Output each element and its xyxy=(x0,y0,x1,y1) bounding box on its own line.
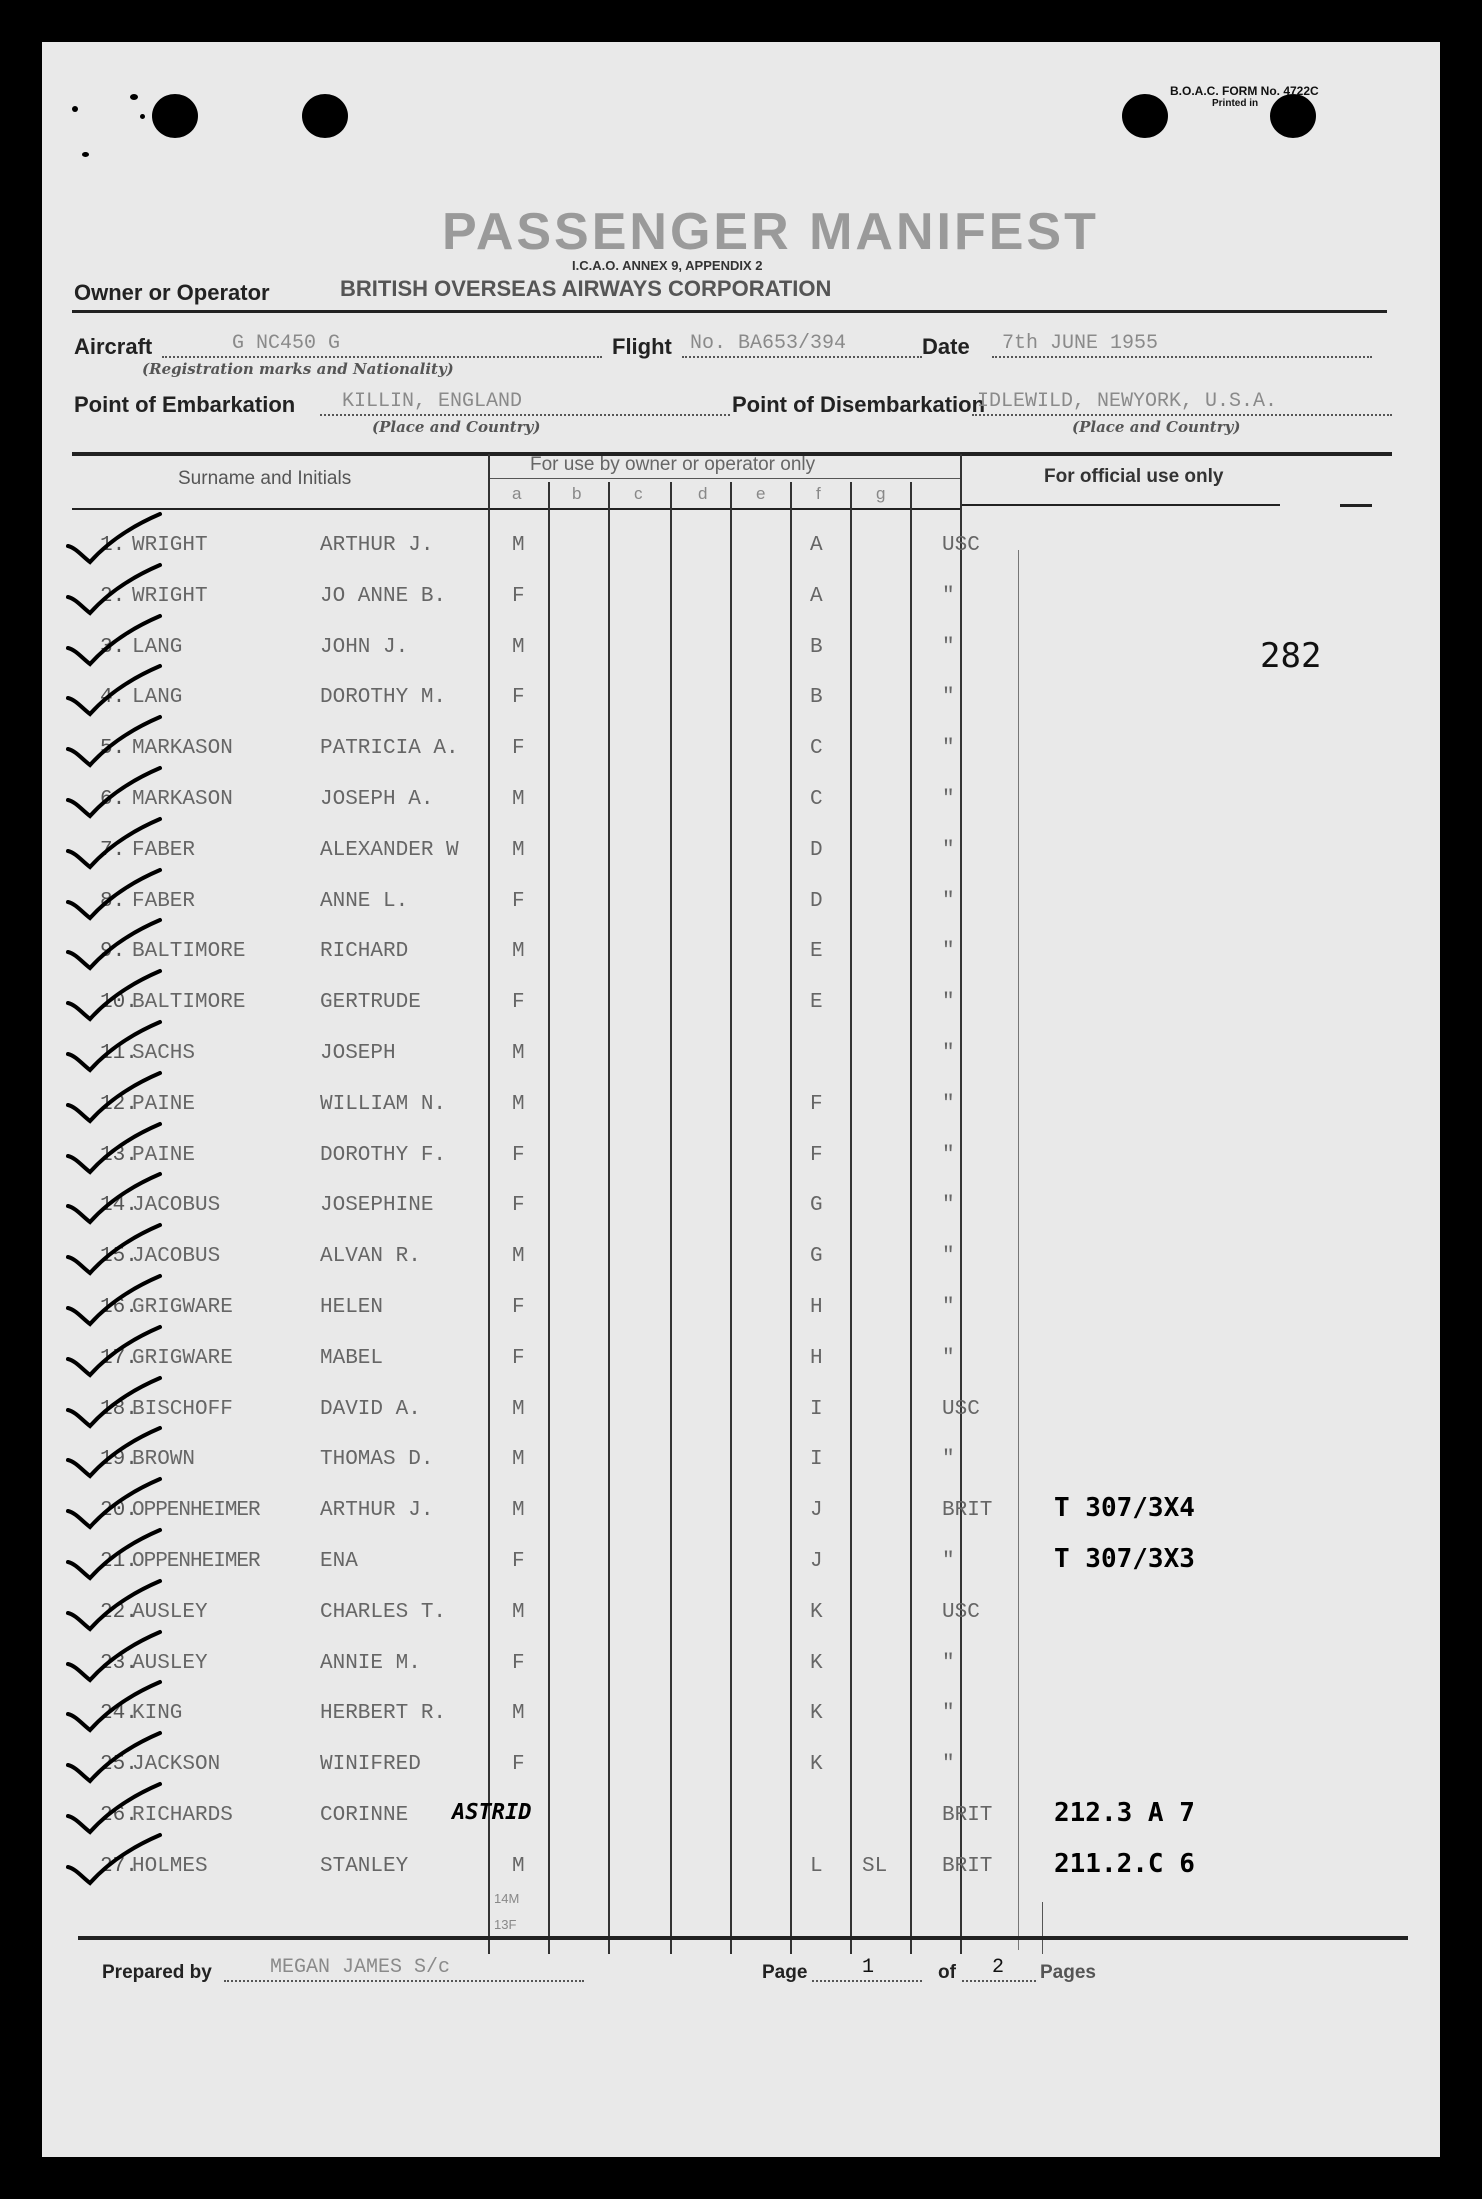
sex: M xyxy=(512,1397,525,1421)
seat-letter: B xyxy=(810,686,823,710)
embarkation-caption: (Place and Country) xyxy=(372,418,541,436)
row-number: 25. xyxy=(100,1753,138,1777)
aircraft-dotline xyxy=(162,356,602,358)
row-number: 5. xyxy=(100,737,126,761)
sex: F xyxy=(512,889,525,913)
sex: M xyxy=(512,1600,525,1624)
given-names: ANNE L. xyxy=(320,889,409,913)
surname: JACOBUS xyxy=(132,1245,221,1269)
col-letter-c: c xyxy=(634,484,643,503)
printed-in: Printed in xyxy=(1212,98,1259,109)
nationality: " xyxy=(942,686,955,710)
given-names: DAVID A. xyxy=(320,1397,421,1421)
disembarkation-label: Point of Disembarkation xyxy=(732,392,986,417)
pages-label: Pages xyxy=(1040,1962,1096,1983)
table-row xyxy=(42,1194,1440,1234)
seat-letter: I xyxy=(810,1448,823,1472)
surname: RICHARDS xyxy=(132,1804,233,1827)
disembarkation-value: IDLEWILD, NEWYORK, U.S.A. xyxy=(977,390,1278,413)
col-g: SL xyxy=(862,1854,888,1878)
nationality: " xyxy=(942,584,955,608)
row-number: 3. xyxy=(100,635,126,659)
row-number: 23. xyxy=(100,1651,138,1675)
row-number: 13. xyxy=(100,1143,138,1167)
prepared-by-dotline xyxy=(224,1980,584,1982)
sex: M xyxy=(512,788,525,811)
surname: BALTIMORE xyxy=(132,991,246,1015)
row-number: 27. xyxy=(100,1854,138,1878)
row-number: 7. xyxy=(100,838,126,862)
table-row xyxy=(42,839,1440,879)
punch-hole-left-1 xyxy=(152,94,198,138)
row-number: 21. xyxy=(100,1550,138,1573)
table-row xyxy=(42,991,1440,1031)
col-letter-e: e xyxy=(756,484,766,503)
name-header: Surname and Initials xyxy=(178,468,352,489)
punch-hole-left-2 xyxy=(302,94,348,138)
page-dotline xyxy=(812,1980,922,1982)
row-number: 19. xyxy=(100,1448,138,1472)
owner-use-header: For use by owner or operator only xyxy=(530,454,816,475)
col-letter-f: f xyxy=(816,484,821,503)
flight-label: Flight xyxy=(612,334,672,359)
surname: MARKASON xyxy=(132,788,233,811)
given-names: ALEXANDER W xyxy=(320,838,459,862)
page-label: Page xyxy=(762,1962,808,1983)
sex: F xyxy=(512,991,525,1015)
sex: M xyxy=(512,1702,525,1726)
given-names: JOSEPHINE xyxy=(320,1194,434,1218)
sex: F xyxy=(512,1296,525,1319)
col-letter-g: g xyxy=(876,484,886,503)
surname: WRIGHT xyxy=(132,584,208,608)
table-row xyxy=(42,1398,1440,1438)
table-row xyxy=(42,1493,1440,1539)
row-number: 11. xyxy=(100,1042,138,1065)
row-number: 15. xyxy=(100,1245,138,1269)
row-number: 12. xyxy=(100,1092,138,1116)
page-subtitle: I.C.A.O. ANNEX 9, APPENDIX 2 xyxy=(572,258,763,273)
given-names: STANLEY xyxy=(320,1854,409,1878)
table-row xyxy=(42,1093,1440,1133)
nationality: BRIT xyxy=(942,1499,993,1523)
seat-letter: G xyxy=(810,1245,823,1269)
sex: F xyxy=(512,1346,525,1370)
seat-letter: H xyxy=(810,1346,823,1370)
table-row xyxy=(42,585,1440,625)
given-names: JO ANNE B. xyxy=(320,584,447,608)
seat-letter: D xyxy=(810,838,823,862)
aircraft-caption: (Registration marks and Nationality) xyxy=(142,360,454,378)
given-names: THOMAS D. xyxy=(320,1448,434,1472)
row-number: 4. xyxy=(100,686,126,710)
given-names: GERTRUDE xyxy=(320,991,421,1015)
nationality: " xyxy=(942,1092,955,1116)
aircraft-value: G NC450 G xyxy=(232,332,341,355)
seat-letter: J xyxy=(810,1550,823,1573)
row-number: 17. xyxy=(100,1346,138,1370)
table-row xyxy=(42,788,1440,828)
nationality: " xyxy=(942,889,955,913)
surname: FABER xyxy=(132,838,196,862)
surname: PAINE xyxy=(132,1143,196,1167)
page-title: PASSENGER MANIFEST xyxy=(442,203,1099,261)
seat-letter: C xyxy=(810,737,823,761)
row-number: 16. xyxy=(100,1296,138,1319)
handwritten-note: T 307/3X3 xyxy=(1054,1544,1195,1574)
surname: SACHS xyxy=(132,1042,196,1065)
punch-hole-right-1 xyxy=(1122,94,1168,138)
nationality: USC xyxy=(942,1600,980,1624)
nationality: " xyxy=(942,635,955,659)
surname: HOLMES xyxy=(132,1854,208,1878)
nationality: USC xyxy=(942,534,980,557)
sex: F xyxy=(512,737,525,761)
seat-letter: J xyxy=(810,1499,823,1523)
table-row xyxy=(42,1245,1440,1285)
official-header-underline xyxy=(960,504,1280,506)
row-number: 9. xyxy=(100,940,126,964)
nationality: " xyxy=(942,1753,955,1777)
nationality: " xyxy=(942,1245,955,1269)
surname: JACKSON xyxy=(132,1753,221,1777)
table-row xyxy=(42,890,1440,930)
form-number: B.O.A.C. FORM No. 4722C xyxy=(1170,84,1319,98)
nationality: " xyxy=(942,1550,955,1573)
check-mark-icon xyxy=(60,1829,170,1889)
nationality: " xyxy=(942,1448,955,1472)
given-names: JOHN J. xyxy=(320,635,409,659)
speck xyxy=(82,152,89,157)
row-number: 22. xyxy=(100,1600,138,1624)
flight-value: No. BA653/394 xyxy=(690,332,847,355)
table-row xyxy=(42,1144,1440,1184)
nationality: " xyxy=(942,1346,955,1370)
seat-letter: E xyxy=(810,940,823,964)
sex: F xyxy=(512,1194,525,1218)
given-names: WINIFRED xyxy=(320,1753,421,1777)
seat-letter: K xyxy=(810,1753,823,1777)
seat-letter: A xyxy=(810,584,823,608)
flight-dotline xyxy=(682,356,922,358)
surname: LANG xyxy=(132,686,183,710)
nationality: " xyxy=(942,940,955,964)
disembarkation-dotline xyxy=(972,414,1392,416)
sex: M xyxy=(512,1499,525,1523)
sex: M xyxy=(512,1092,525,1116)
embarkation-value: KILLIN, ENGLAND xyxy=(342,390,523,413)
embarkation-dotline xyxy=(320,414,730,416)
table-row xyxy=(42,1798,1440,1844)
seat-letter: C xyxy=(810,788,823,811)
header-bottom-border xyxy=(72,508,960,510)
aircraft-label: Aircraft xyxy=(74,334,153,359)
seat-letter: D xyxy=(810,889,823,913)
handwritten-note: T 307/3X4 xyxy=(1054,1493,1195,1524)
given-names: WILLIAM N. xyxy=(320,1092,447,1116)
surname: BISCHOFF xyxy=(132,1397,233,1421)
given-names: JOSEPH A. xyxy=(320,788,434,811)
nationality: USC xyxy=(942,1397,980,1421)
nationality: " xyxy=(942,1296,955,1319)
table-row xyxy=(42,1848,1440,1895)
disembarkation-caption: (Place and Country) xyxy=(1072,418,1241,436)
date-value: 7th JUNE 1955 xyxy=(1002,332,1159,355)
sex: F xyxy=(512,1753,525,1777)
given-names: MABEL xyxy=(320,1346,384,1370)
margin-number: 282 xyxy=(1260,636,1322,676)
official-header: For official use only xyxy=(1044,466,1224,487)
of-label: of xyxy=(938,1962,956,1983)
nationality: " xyxy=(942,1702,955,1726)
seat-letter: G xyxy=(810,1194,823,1218)
sex: M xyxy=(512,838,525,862)
row-number: 24. xyxy=(100,1702,138,1726)
sex: F xyxy=(512,584,525,608)
page-value: 1 xyxy=(862,1956,875,1979)
surname: AUSLEY xyxy=(132,1651,208,1675)
seat-letter: K xyxy=(810,1651,823,1675)
speck xyxy=(130,94,138,100)
row-number: 10. xyxy=(100,991,138,1015)
seat-letter: K xyxy=(810,1600,823,1624)
given-names: HERBERT R. xyxy=(320,1702,447,1726)
table-row xyxy=(42,737,1440,777)
col-letter-a: a xyxy=(512,484,522,503)
official-header-tick xyxy=(1340,504,1372,507)
sex: M xyxy=(512,940,525,964)
given-names: PATRICIA A. xyxy=(320,737,459,761)
of-value: 2 xyxy=(992,1956,1005,1979)
given-names: ARTHUR J. xyxy=(320,534,434,557)
surname: PAINE xyxy=(132,1092,196,1116)
seat-letter: I xyxy=(810,1397,823,1421)
row-number: 14. xyxy=(100,1194,138,1218)
owner-label: Owner or Operator xyxy=(74,280,270,305)
given-names: DOROTHY F. xyxy=(320,1143,447,1167)
nationality: " xyxy=(942,737,955,761)
row-number: 6. xyxy=(100,788,126,811)
row-number: 20. xyxy=(100,1499,138,1523)
surname: KING xyxy=(132,1702,183,1726)
surname: MARKASON xyxy=(132,737,233,761)
nationality: " xyxy=(942,1194,955,1218)
seat-letter: F xyxy=(810,1143,823,1167)
table-row xyxy=(42,1347,1440,1387)
sex: M xyxy=(512,534,525,557)
given-names: ENA xyxy=(320,1550,358,1573)
seat-letter: F xyxy=(810,1092,823,1116)
sex: M xyxy=(512,1042,525,1065)
tally: 14M 13F xyxy=(494,1891,520,1932)
surname: FABER xyxy=(132,889,196,913)
sex: F xyxy=(512,686,525,710)
prepared-by-label: Prepared by xyxy=(102,1962,212,1983)
seat-letter: L xyxy=(810,1854,823,1878)
row-number: 2. xyxy=(100,584,126,608)
table-row xyxy=(42,1296,1440,1336)
manifest-sheet xyxy=(42,42,1440,2157)
surname: BALTIMORE xyxy=(132,940,246,964)
sex: M xyxy=(512,1245,525,1269)
speck xyxy=(72,106,78,112)
table-row xyxy=(42,686,1440,726)
nationality: BRIT xyxy=(942,1804,993,1827)
table-row xyxy=(42,1448,1440,1488)
sex: M xyxy=(512,1448,525,1472)
owner-value: BRITISH OVERSEAS AIRWAYS CORPORATION xyxy=(340,276,832,301)
footer-border xyxy=(78,1936,1408,1940)
table-row xyxy=(42,1601,1440,1641)
given-names: JOSEPH xyxy=(320,1042,396,1065)
table-row xyxy=(42,1652,1440,1692)
seat-letter: K xyxy=(810,1702,823,1726)
surname: OPPENHEIMER xyxy=(132,1550,260,1573)
surname: BROWN xyxy=(132,1448,196,1472)
punch-hole-right-2 xyxy=(1270,94,1316,138)
of-dotline xyxy=(962,1980,1036,1982)
given-names: RICHARD xyxy=(320,940,409,964)
table-row xyxy=(42,636,1440,676)
nationality: BRIT xyxy=(942,1854,993,1878)
surname: OPPENHEIMER xyxy=(132,1499,260,1523)
row-number: 18. xyxy=(100,1397,138,1421)
date-dotline xyxy=(992,356,1372,358)
embarkation-label: Point of Embarkation xyxy=(74,392,296,417)
table-row xyxy=(42,534,1440,574)
handwritten-note: 211.2.C 6 xyxy=(1054,1848,1195,1879)
given-names: HELEN xyxy=(320,1296,384,1319)
given-names: CORINNE xyxy=(320,1804,409,1827)
col-letter-d: d xyxy=(698,484,708,503)
row-number: 8. xyxy=(100,889,126,913)
surname: LANG xyxy=(132,635,183,659)
surname: AUSLEY xyxy=(132,1600,208,1624)
surname: WRIGHT xyxy=(132,534,208,557)
date-label: Date xyxy=(922,334,970,359)
given-names: DOROTHY M. xyxy=(320,686,447,710)
seat-letter: E xyxy=(810,991,823,1015)
handwritten-note: 212.3 A 7 xyxy=(1054,1798,1195,1828)
row-number: 1. xyxy=(100,534,126,557)
sex: F xyxy=(512,1550,525,1573)
seat-letter: A xyxy=(810,534,823,557)
sex: F xyxy=(512,1651,525,1675)
seat-letter: H xyxy=(810,1296,823,1319)
table-row xyxy=(42,1544,1440,1590)
surname: JACOBUS xyxy=(132,1194,221,1218)
divider xyxy=(72,310,1387,313)
given-names: ANNIE M. xyxy=(320,1651,421,1675)
row-number: 26. xyxy=(100,1804,138,1827)
sex: F xyxy=(512,1143,525,1167)
sex: M xyxy=(512,635,525,659)
table-row xyxy=(42,1702,1440,1742)
nationality: " xyxy=(942,788,955,811)
nationality: " xyxy=(942,1651,955,1675)
nationality: " xyxy=(942,1042,955,1065)
prepared-by-value: MEGAN JAMES S/c xyxy=(270,1956,451,1979)
owner-use-underline xyxy=(490,478,960,479)
surname: GRIGWARE xyxy=(132,1346,233,1370)
nationality: " xyxy=(942,1143,955,1167)
nationality: " xyxy=(942,991,955,1015)
table-row xyxy=(42,940,1440,980)
col-rule xyxy=(1042,1902,1043,1954)
given-names: ALVAN R. xyxy=(320,1245,421,1269)
sex: M xyxy=(512,1854,525,1878)
speck xyxy=(140,114,145,119)
given-names: CHARLES T. xyxy=(320,1600,447,1624)
handwritten-extra: ASTRID xyxy=(452,1800,532,1825)
table-row xyxy=(42,1042,1440,1082)
nationality: " xyxy=(942,838,955,862)
table-row xyxy=(42,1753,1440,1793)
col-letter-b: b xyxy=(572,484,582,503)
surname: GRIGWARE xyxy=(132,1296,233,1319)
given-names: ARTHUR J. xyxy=(320,1499,434,1523)
seat-letter: B xyxy=(810,635,823,659)
